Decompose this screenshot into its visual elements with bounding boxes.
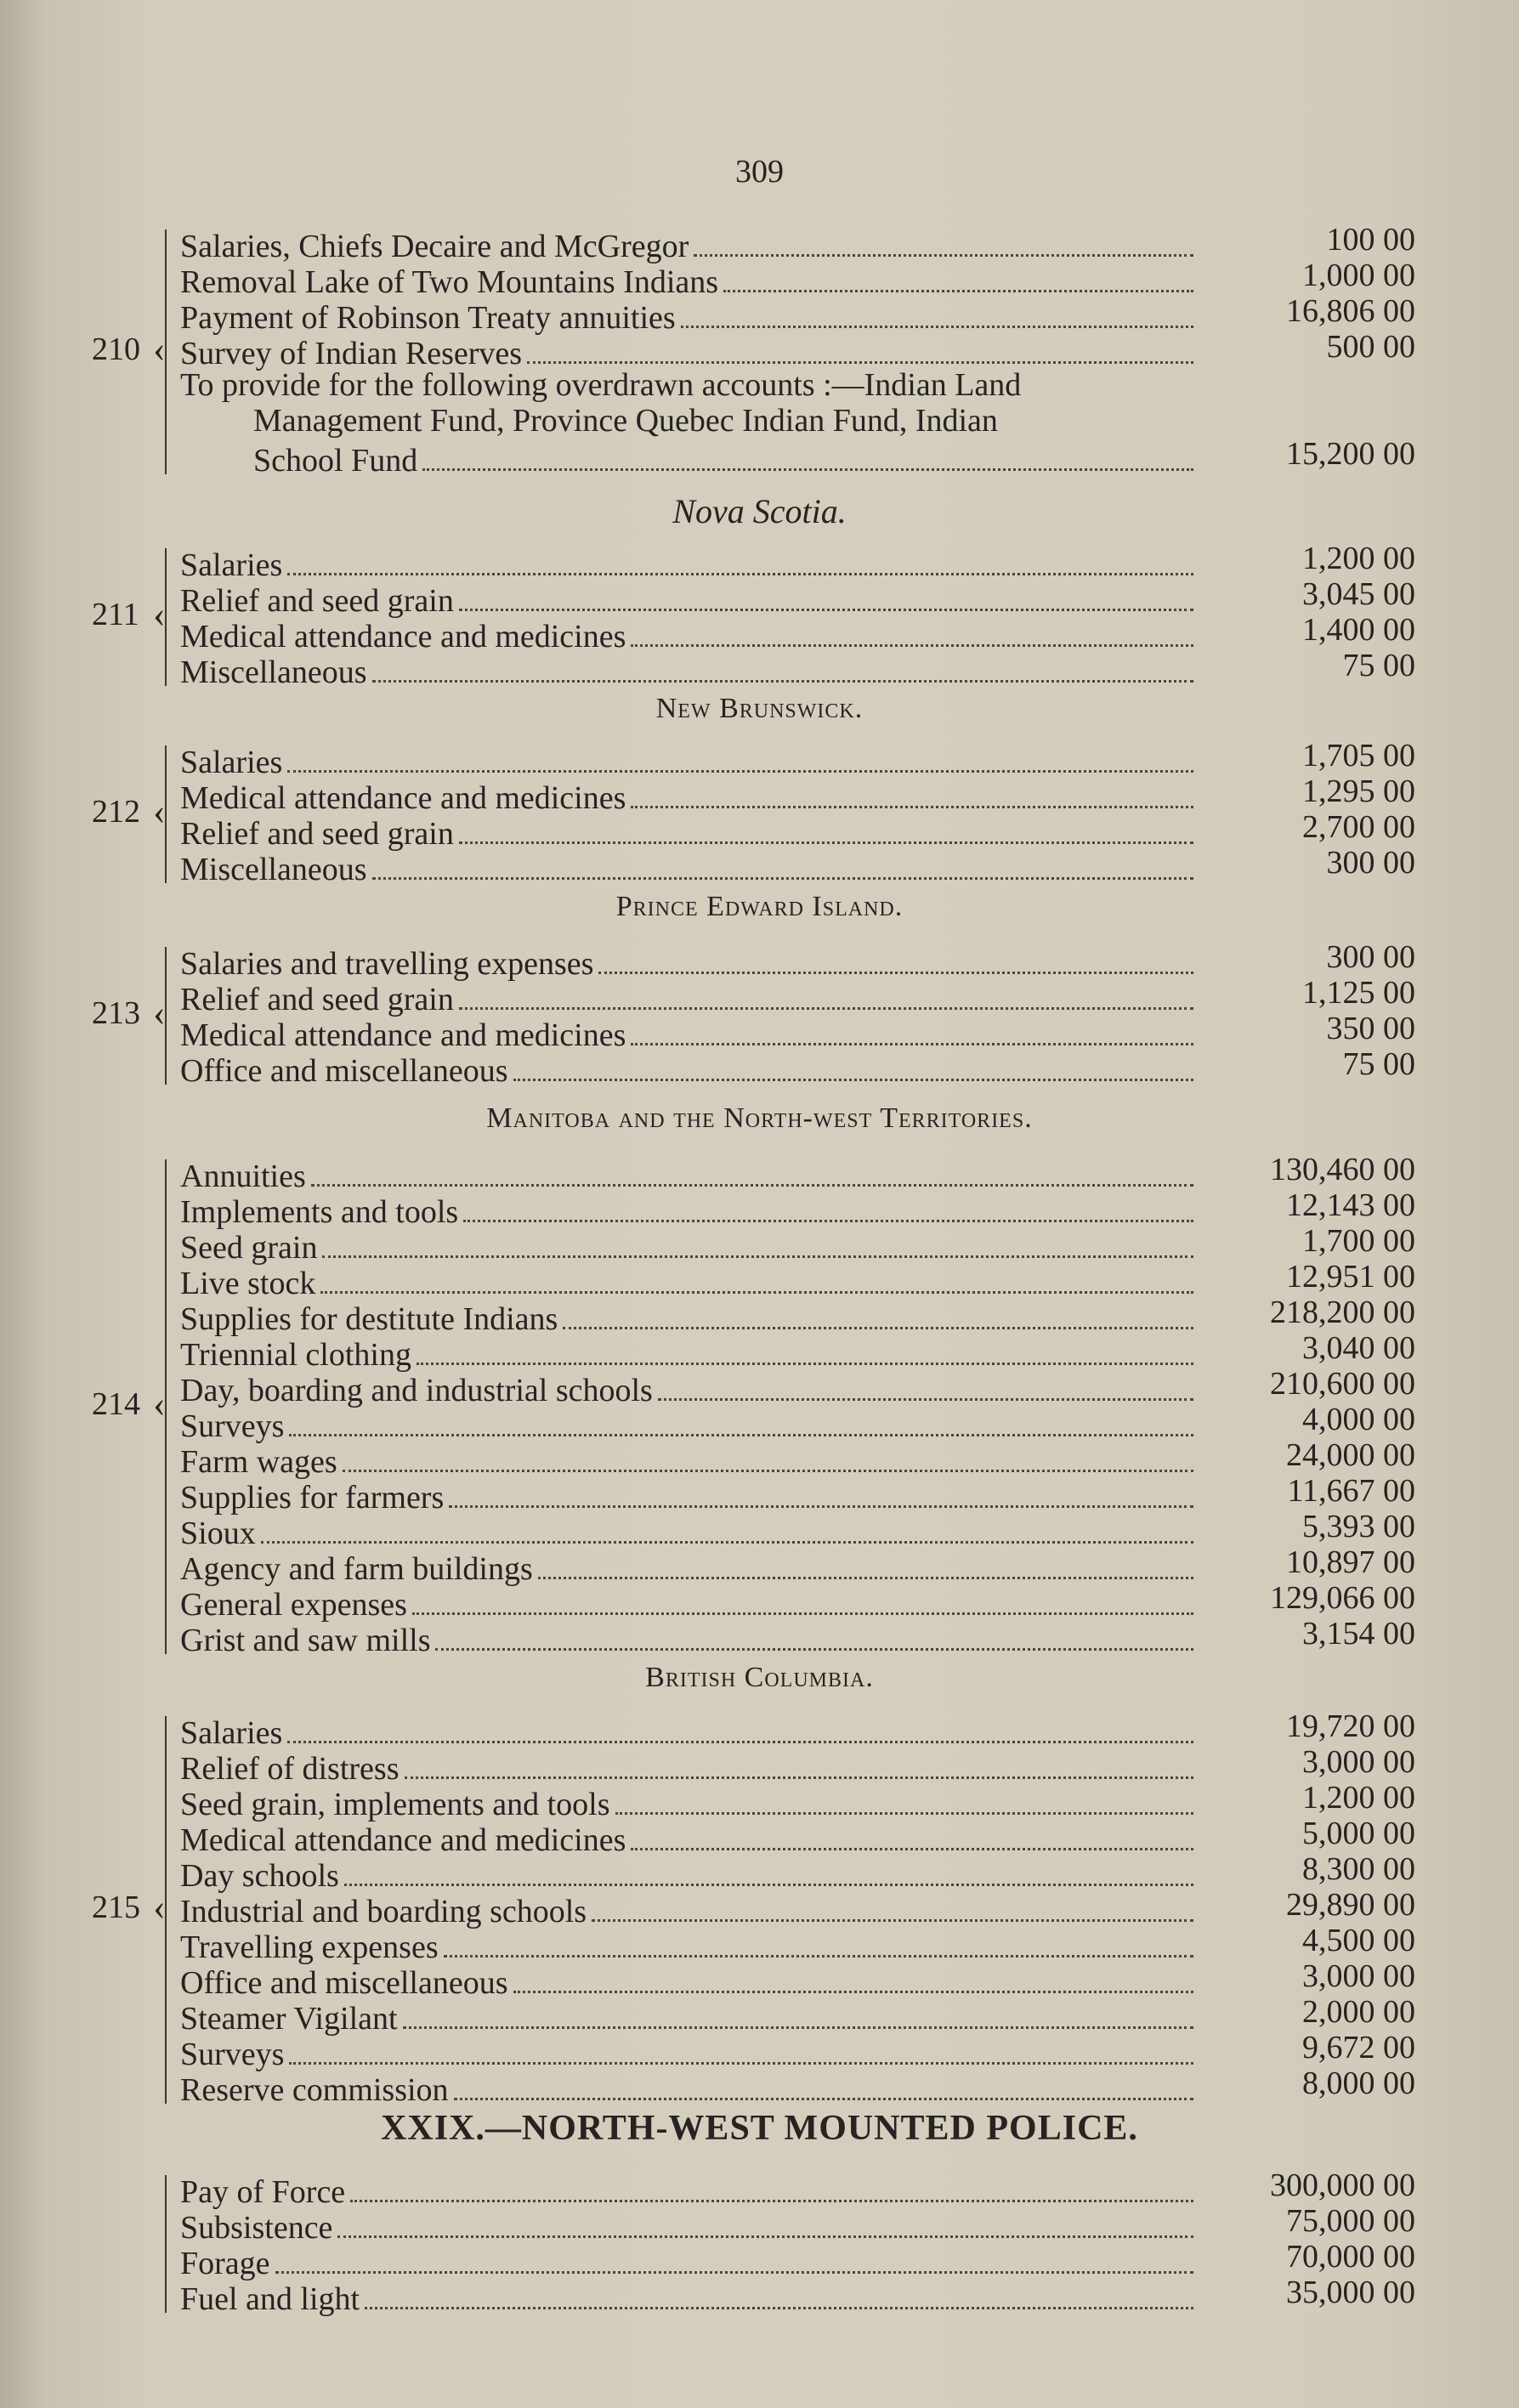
item-label: Subsistence [180,2210,333,2246]
item-label: Survey of Indian Reserves [180,336,523,371]
dot-leader [337,2235,1193,2238]
line-item [180,1550,1199,1586]
item-label: Salaries and travelling expenses [180,946,594,982]
dot-leader [344,1884,1193,1886]
line-item [180,779,1199,815]
item-label-line: Management Fund, Province Quebec Indian Fund, Indian [253,403,998,439]
line-item [180,744,1199,779]
item-label: Medical attendance and medicines [180,1822,626,1858]
item-label: Day schools [180,1858,339,1894]
dot-leader [372,877,1193,880]
line-item [180,335,1199,371]
item-amount: 1,705 00 [1302,738,1415,773]
item-amount: 8,300 00 [1302,1851,1415,1887]
dot-leader [412,1612,1193,1615]
item-label: Removal Lake of Two Mountains Indians [180,264,719,300]
item-amount: 4,000 00 [1302,1402,1415,1437]
line-item [180,2281,1199,2316]
item-label: Travelling expenses [180,1929,439,1965]
dot-leader [275,2271,1193,2274]
item-label: Miscellaneous [180,852,367,887]
line-item [180,1822,1199,1857]
item-label: Pay of Force [180,2174,346,2210]
item-label: Miscellaneous [180,654,367,690]
line-item [180,1857,1199,1893]
item-label: Seed grain, implements and tools [180,1787,610,1822]
dot-leader [459,841,1193,844]
item-label: Forage [180,2246,270,2281]
section-heading: British Columbia. [645,1662,874,1693]
item-amount: 129,066 00 [1270,1580,1415,1616]
item-amount: 3,040 00 [1302,1330,1415,1366]
dot-leader [343,1470,1193,1472]
line-item [180,1336,1199,1372]
item-amount: 5,393 00 [1302,1509,1415,1544]
line-item [180,1964,1199,2000]
item-label: Agency and farm buildings [180,1551,533,1587]
item-label: Sioux [180,1516,256,1551]
line-item [180,1443,1199,1479]
dot-leader [422,468,1193,471]
line-item [180,1714,1199,1750]
group-number: 212 [92,794,140,830]
dot-leader [372,680,1193,683]
dot-leader [681,326,1193,328]
brace-point: ‹ [153,1886,166,1928]
line-item [180,1265,1199,1300]
item-amount: 3,000 00 [1302,1958,1415,1994]
line-item [180,1229,1199,1265]
item-label: General expenses [180,1587,407,1623]
item-amount: 300 00 [1326,939,1415,975]
line-item [180,1408,1199,1443]
item-label: Day, boarding and industrial schools [180,1373,653,1408]
item-amount: 11,667 00 [1287,1473,1415,1509]
item-amount: 2,000 00 [1302,1994,1415,2030]
dot-leader [527,361,1193,364]
line-item [180,1586,1199,1622]
line-item [180,981,1199,1017]
group-brace [165,1159,187,1654]
item-amount: 19,720 00 [1286,1708,1415,1744]
group-number: 214 [92,1386,140,1422]
item-label: Salaries [180,745,283,780]
line-item [180,1893,1199,1929]
item-amount: 12,143 00 [1286,1187,1415,1223]
line-item [180,263,1199,299]
dot-leader [405,1776,1193,1779]
line-item [180,1750,1199,1786]
item-label: Medical attendance and medicines [180,619,626,654]
item-label: Relief and seed grain [180,982,454,1017]
item-label: Fuel and light [180,2281,360,2317]
item-amount: 9,672 00 [1302,2030,1415,2065]
item-amount: 130,460 00 [1270,1152,1415,1187]
line-item [180,1515,1199,1550]
item-amount: 12,951 00 [1286,1259,1415,1295]
item-amount: 3,154 00 [1302,1616,1415,1652]
item-label: Relief and seed grain [180,816,454,852]
line-item [180,2071,1199,2107]
dot-leader [513,1991,1194,1993]
dot-leader [658,1398,1193,1401]
section-heading: Prince Edward Island. [615,891,904,922]
group-brace [165,548,187,686]
item-amount: 5,000 00 [1302,1816,1415,1851]
dot-leader [287,1741,1193,1743]
item-amount: 75,000 00 [1286,2203,1415,2239]
item-label: Payment of Robinson Treaty annuities [180,300,676,336]
line-item [180,815,1199,851]
item-label: Medical attendance and medicines [180,780,626,816]
item-amount: 350 00 [1326,1011,1415,1046]
dot-leader [631,1043,1193,1045]
section-heading: New Brunswick. [655,693,864,724]
item-amount: 15,200 00 [1286,436,1415,472]
dot-leader [538,1577,1193,1579]
item-amount: 70,000 00 [1286,2239,1415,2275]
item-amount: 24,000 00 [1286,1437,1415,1473]
line-item [180,2000,1199,2036]
item-label: Salaries [180,547,283,583]
dot-leader [513,1079,1194,1081]
item-amount: 8,000 00 [1302,2065,1415,2101]
item-label: Salaries, Chiefs Decaire and McGregor [180,229,689,264]
line-item [180,582,1199,618]
group-brace [165,1716,187,2104]
group-brace [165,745,187,883]
item-label: Relief and seed grain [180,583,454,619]
dot-leader [459,1007,1193,1010]
line-item [180,2036,1199,2071]
item-amount: 300,000 00 [1270,2167,1415,2203]
item-label: Industrial and boarding schools [180,1894,587,1929]
item-amount: 1,200 00 [1302,541,1415,576]
item-amount: 1,125 00 [1302,975,1415,1011]
line-item [180,547,1199,582]
line-item [180,1786,1199,1822]
item-amount: 300 00 [1326,845,1415,881]
dot-leader [454,2098,1193,2100]
dot-leader [615,1812,1193,1815]
line-item [180,945,1199,981]
item-label: Surveys [180,1408,285,1444]
group-brace [165,947,187,1085]
item-amount: 1,700 00 [1302,1223,1415,1259]
dot-leader [289,2062,1193,2065]
item-label: Supplies for farmers [180,1480,445,1516]
dot-leader [287,573,1193,575]
line-item [180,618,1199,654]
item-label: Office and miscellaneous [180,1965,508,2001]
section-heading: Nova Scotia. [672,492,847,530]
dot-leader [449,1505,1193,1508]
item-amount: 1,295 00 [1302,773,1415,809]
item-label: Supplies for destitute Indians [180,1301,558,1337]
dot-leader [287,770,1193,773]
dot-leader [631,1848,1193,1850]
brace-point: ‹ [153,593,166,635]
item-label: Office and miscellaneous [180,1053,508,1089]
section-heading: XXIX.—NORTH-WEST MOUNTED POLICE. [381,2109,1138,2148]
dot-leader [631,806,1193,808]
dot-leader [320,1291,1193,1294]
dot-leader [563,1327,1193,1329]
line-item [180,228,1199,263]
line-item [180,1622,1199,1657]
group-number: 211 [92,597,139,632]
item-amount: 29,890 00 [1286,1887,1415,1923]
dot-leader [631,644,1193,647]
line-item [180,2209,1199,2245]
item-amount: 1,400 00 [1302,612,1415,648]
line-item [180,2245,1199,2281]
item-amount: 500 00 [1326,329,1415,365]
item-label: Relief of distress [180,1751,400,1787]
group-number: 215 [92,1890,140,1925]
item-label: Grist and saw mills [180,1623,431,1658]
dot-leader [322,1255,1193,1258]
item-label: Farm wages [180,1444,337,1480]
item-amount: 3,000 00 [1302,1744,1415,1780]
dot-leader [723,290,1193,292]
item-label: Medical attendance and medicines [180,1017,626,1053]
line-item [180,1052,1199,1088]
line-item [180,1017,1199,1052]
page-number: 309 [735,154,784,190]
line-item [180,1158,1199,1193]
line-item [180,1929,1199,1964]
item-amount: 218,200 00 [1270,1295,1415,1330]
section-heading: Manitoba and the North-west Territories. [486,1102,1033,1134]
dot-leader [694,254,1193,257]
brace-point: ‹ [153,328,166,370]
item-label: Surveys [180,2037,285,2072]
dot-leader [592,1919,1193,1922]
item-amount: 2,700 00 [1302,809,1415,845]
item-amount: 75 00 [1342,648,1415,683]
brace-point: ‹ [153,790,166,832]
dot-leader [403,2026,1193,2029]
line-item [180,654,1199,689]
item-amount: 1,000 00 [1302,258,1415,293]
item-amount: 210,600 00 [1270,1366,1415,1402]
item-label-line: To provide for the following overdrawn accounts :—Indian Land [180,367,1022,403]
line-item [180,2173,1199,2209]
item-amount: 10,897 00 [1286,1544,1415,1580]
item-label: Reserve commission [180,2072,449,2108]
line-item [180,851,1199,887]
brace-point: ‹ [153,992,166,1034]
dot-leader [365,2307,1193,2309]
group-number: 210 [92,331,140,367]
line-item [180,1479,1199,1515]
item-label: School Fund [253,443,418,479]
dot-leader [598,972,1193,974]
item-amount: 35,000 00 [1286,2275,1415,2310]
item-amount: 4,500 00 [1302,1923,1415,1958]
item-label: Triennial clothing [180,1337,411,1373]
dot-leader [350,2200,1193,2202]
dot-leader [459,609,1193,611]
dot-leader [463,1220,1193,1222]
item-label: Implements and tools [180,1194,459,1230]
line-item [180,1300,1199,1336]
item-label: Annuities [180,1159,306,1194]
line-item [180,1193,1199,1229]
group-brace [165,229,187,474]
item-label: Live stock [180,1266,316,1301]
dot-leader [289,1434,1193,1436]
item-amount: 75 00 [1342,1046,1415,1082]
item-amount: 3,045 00 [1302,576,1415,612]
item-amount: 1,200 00 [1302,1780,1415,1816]
group-number: 213 [92,995,140,1031]
line-item [180,1372,1199,1408]
item-amount: 100 00 [1326,222,1415,258]
item-label: Steamer Vigilant [180,2001,398,2037]
brace-point: ‹ [153,1383,166,1425]
item-label: Seed grain [180,1230,318,1266]
dot-leader [417,1363,1193,1365]
dot-leader [311,1184,1193,1187]
item-amount: 16,806 00 [1286,293,1415,329]
line-item [253,442,1199,478]
line-item [180,299,1199,335]
dot-leader [435,1648,1193,1651]
item-label: Salaries [180,1715,283,1751]
group-brace [165,2175,187,2313]
dot-leader [261,1541,1193,1544]
dot-leader [444,1955,1193,1958]
